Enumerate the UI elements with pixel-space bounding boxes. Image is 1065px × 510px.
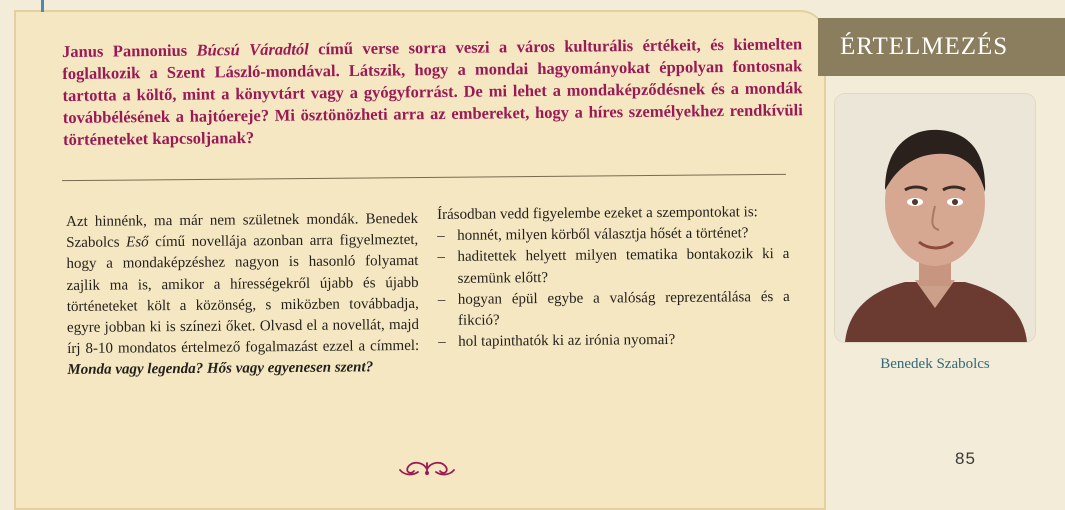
list-item [438, 287, 790, 332]
intro-text-2: című verse sorra veszi a város kulturális értékeit, és kiemelten foglalkozik a Szent László-mondával. Látszik, hogy a mondai hagyományokat éppolyan fontosnak tartotta a költő, mint a könyvtárt vagy a gyógyforrást. De mi lehet a mondaképződésnek és a mondák továbbélésének a hajtóereje? Mi ösztönözheti arra az embereket, hogy a híres személyekhez rendkívüli történeteket kapcsoljanak? [62, 34, 803, 149]
assignment-text-2: című novellája azonban arra figyelmeztet, hogy a mondaképzéshez nagyon is hasonló folyamat zajlik ma is, amikor a hírességekről újabb és újabb történeteket költ a közönség, s miközben továbbadja, egyre jobban ki is színezi őket. Olvasd el a novellát, majd írj 8-10 mondatos értelmező fogalmazást ezzel a címmel: [66, 232, 420, 358]
flourish-ornament-icon [398, 457, 456, 479]
list-item [437, 244, 789, 289]
criteria-item-text: hogyan épül egybe a valóság reprezentálása és a fikció? [457, 288, 790, 329]
assignment-text-1: Azt hinnénk, ma már nem születnek mondák. Benedek Szabolcs [66, 210, 419, 252]
sidebar-top-strip [818, 0, 1065, 18]
story-title: Eső [126, 234, 149, 251]
dash-bullet: – [437, 228, 445, 245]
section-header: ÉRTELMEZÉS [818, 18, 1065, 76]
author-portrait [835, 94, 1035, 342]
criteria-item-text: hol tapinthatók ki az irónia nyomai? [458, 332, 676, 351]
criteria-item-text: honnét, milyen körből választja hősét a történet? [457, 225, 749, 245]
criteria-lead: Írásodban vedd figyelembe ezeket a szempontokat is: [437, 204, 758, 223]
dash-bullet: – [437, 249, 446, 266]
intro-paragraph [62, 33, 803, 151]
criteria-item-text: haditettek helyett milyen tematika bontakozik ki a szemünk előtt? [457, 246, 790, 287]
intro-text-1: Janus Pannonius [62, 40, 197, 61]
intro-poem-title: Búcsú Váradtól [196, 39, 309, 60]
portrait-illustration [835, 94, 1035, 342]
assignment-paragraph [66, 209, 419, 382]
portrait-caption: Benedek Szabolcs [880, 356, 990, 372]
list-item [438, 329, 790, 353]
dash-bullet: – [438, 334, 446, 351]
margin-rule [41, 0, 44, 12]
page-number: 85 [955, 449, 976, 468]
essay-title: Monda vagy legenda? Hős vagy egyenesen szent? [67, 359, 374, 379]
criteria-column [437, 202, 790, 353]
dash-bullet: – [437, 291, 446, 308]
list-item [437, 223, 789, 247]
criteria-list [437, 223, 790, 353]
